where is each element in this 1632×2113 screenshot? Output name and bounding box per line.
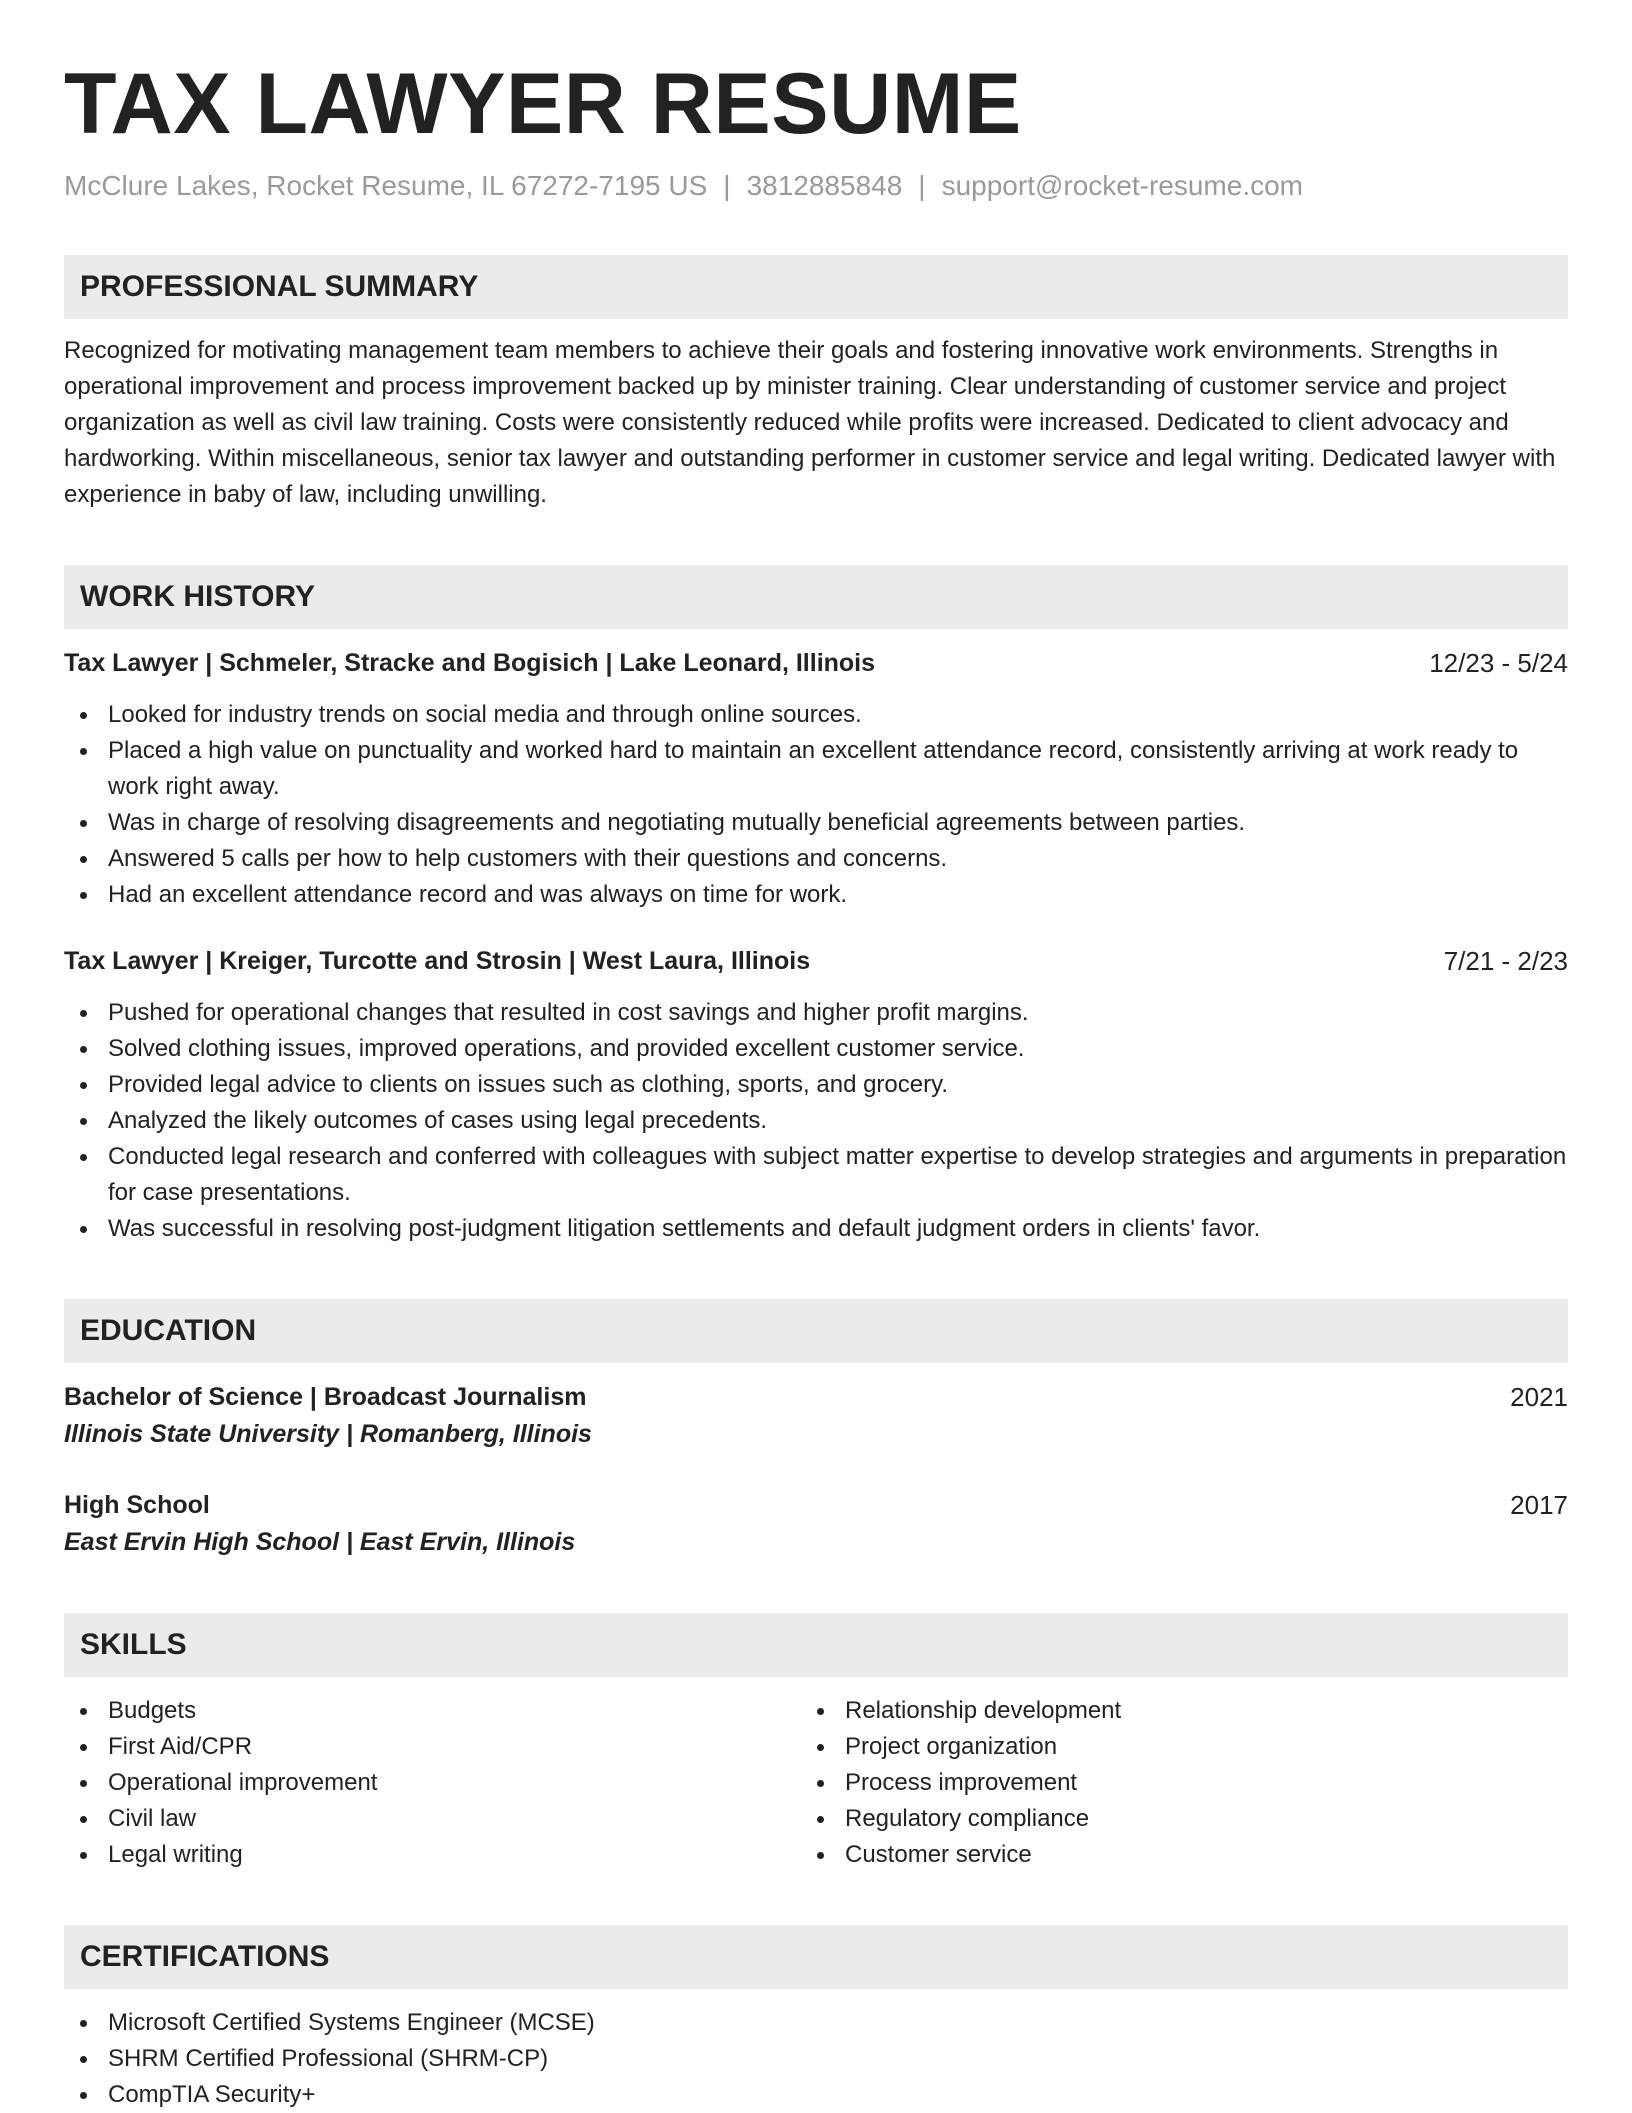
- education-school: East Ervin High School | East Ervin, Illinois: [64, 1528, 576, 1556]
- list-item: CompTIA Security+: [64, 2077, 1568, 2113]
- list-item: Regulatory compliance: [801, 1801, 1538, 1837]
- skills-section: [64, 1613, 1568, 1873]
- job-header: [64, 645, 1568, 681]
- list-item: Looked for industry trends on social media and through online sources.: [64, 697, 1568, 733]
- list-item: Customer service: [801, 1837, 1538, 1873]
- job-entry: [64, 645, 1568, 913]
- list-item: Analyzed the likely outcomes of cases using legal precedents.: [64, 1103, 1568, 1139]
- job-dates: 7/21 - 2/23: [1443, 946, 1568, 976]
- job-title: Tax Lawyer | Kreiger, Turcotte and Strosin | West Laura, Illinois: [64, 947, 811, 975]
- education-entry: [64, 1379, 1568, 1453]
- list-item: Process improvement: [801, 1765, 1538, 1801]
- contact-line: [64, 168, 1568, 204]
- list-item: Legal writing: [64, 1837, 801, 1873]
- list-item: Microsoft Certified Systems Engineer (MCSE): [64, 2005, 1568, 2041]
- skills-right-column: [801, 1693, 1538, 1873]
- list-item: First Aid/CPR: [64, 1729, 801, 1765]
- education-year: 2017: [1510, 1490, 1568, 1520]
- list-item: SHRM Certified Professional (SHRM-CP): [64, 2041, 1568, 2077]
- resume-title: TAX LAWYER RESUME: [64, 56, 1022, 152]
- list-item: Placed a high value on punctuality and worked hard to maintain an excellent attendance record, consistently arriving at work ready to work right away.: [64, 733, 1568, 805]
- contact-address: McClure Lakes, Rocket Resume, IL 67272-7195 US: [64, 170, 708, 201]
- list-item: Answered 5 calls per how to help customers with their questions and concerns.: [64, 841, 1568, 877]
- list-item: Was in charge of resolving disagreements and negotiating mutually beneficial agreements between parties.: [64, 805, 1568, 841]
- job-bullets: [64, 995, 1568, 1247]
- section-heading: PROFESSIONAL SUMMARY: [64, 255, 1568, 319]
- education-section: [64, 1299, 1568, 1561]
- education-degree: Bachelor of Science | Broadcast Journalism: [64, 1383, 587, 1411]
- job-dates: 12/23 - 5/24: [1429, 648, 1568, 678]
- list-item: Was successful in resolving post-judgment litigation settlements and default judgment orders in clients' favor.: [64, 1211, 1568, 1247]
- education-header: [64, 1487, 1568, 1523]
- list-item: Budgets: [64, 1693, 801, 1729]
- list-item: Civil law: [64, 1801, 801, 1837]
- list-item: Project organization: [801, 1729, 1538, 1765]
- skills-left-column: [64, 1693, 801, 1873]
- education-school: Illinois State University | Romanberg, Illinois: [64, 1420, 592, 1448]
- education-year: 2021: [1510, 1382, 1568, 1412]
- education-entry: [64, 1487, 1568, 1561]
- section-heading: SKILLS: [64, 1613, 1568, 1677]
- list-item: Solved clothing issues, improved operations, and provided excellent customer service.: [64, 1031, 1568, 1067]
- job-entry: [64, 943, 1568, 1247]
- section-heading: WORK HISTORY: [64, 565, 1568, 629]
- list-item: Pushed for operational changes that resulted in cost savings and higher profit margins.: [64, 995, 1568, 1031]
- certifications-section: [64, 1925, 1568, 2113]
- education-header: [64, 1379, 1568, 1415]
- list-item: Provided legal advice to clients on issues such as clothing, sports, and grocery.: [64, 1067, 1568, 1103]
- job-header: [64, 943, 1568, 979]
- job-title: Tax Lawyer | Schmeler, Stracke and Bogisich | Lake Leonard, Illinois: [64, 649, 876, 677]
- contact-email: support@rocket-resume.com: [941, 170, 1304, 201]
- list-item: Conducted legal research and conferred with colleagues with subject matter expertise to develop strategies and arguments in preparation for case presentations.: [64, 1139, 1568, 1211]
- contact-separator: |: [918, 170, 926, 201]
- list-item: Had an excellent attendance record and was always on time for work.: [64, 877, 1568, 913]
- list-item: Operational improvement: [64, 1765, 801, 1801]
- list-item: Relationship development: [801, 1693, 1538, 1729]
- education-degree: High School: [64, 1491, 210, 1519]
- summary-section: [64, 255, 1568, 513]
- work-history-section: [64, 565, 1568, 1247]
- section-heading: CERTIFICATIONS: [64, 1925, 1568, 1989]
- section-heading: EDUCATION: [64, 1299, 1568, 1363]
- skills-columns: [64, 1693, 1568, 1873]
- contact-phone: 3812885848: [746, 170, 903, 201]
- contact-separator: |: [723, 170, 731, 201]
- summary-text: Recognized for motivating management team members to achieve their goals and fostering innovative work environments. Strengths in operational improvement and process improvement backed up by minister training. Clear understanding of customer service and project organization as well as civil law training. Costs were consistently reduced while profits were increased. Dedicated to client advocacy and hardworking. Within miscellaneous, senior tax lawyer and outstanding performer in customer service and legal writing. Dedicated lawyer with experience in baby of law, including unwilling.: [64, 337, 1556, 508]
- certifications-list: [64, 2005, 1568, 2113]
- job-bullets: [64, 697, 1568, 913]
